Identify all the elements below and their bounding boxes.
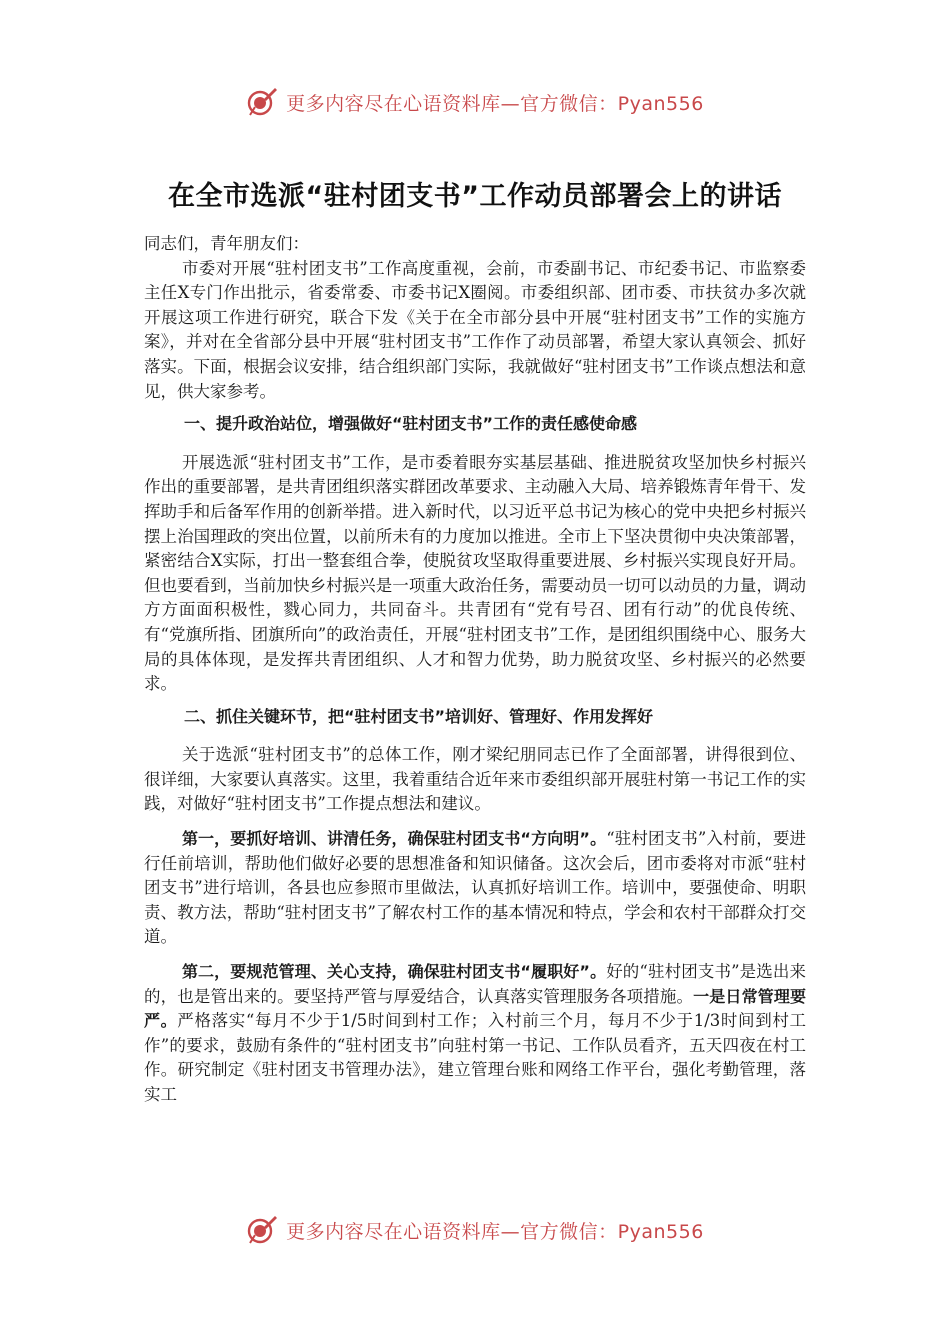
point-1-lead: 第一，要抓好培训、讲清任务，确保驻村团支书“方向明”。 — [181, 829, 607, 849]
footer-banner — [0, 1210, 950, 1250]
page-title: 在全市选派“驻村团支书”工作动员部署会上的讲话 — [168, 181, 782, 212]
banner-wechat-id: Pyan556 — [617, 1220, 704, 1243]
point-1-paragraph — [144, 827, 806, 950]
point-2-lead: 第二，要规范管理、关心支持，确保驻村团支书“履职好”。 — [181, 962, 607, 982]
banner-slogan: 更多内容尽在心语资料库—官方微信： — [286, 92, 618, 115]
banner-text — [286, 1217, 704, 1244]
pen-seal-icon — [246, 86, 278, 118]
section-1-paragraph: 开展选派“驻村团支书”工作，是市委着眼夯实基层基础、推进脱贫攻坚加快乡村振兴作出的重要部署，是共青团组织落实群团改革要求、主动融入大局、培养锻炼青年骨干、发挥助手和后备军作用的创新举措。进入新时代，以习近平总书记为核心的党中央把乡村振兴摆上治国理政的突出位置，以前所未有的力度加以推进。全市上下坚决贯彻中央决策部署，紧密结合X实际，打出一整套组合拳，使脱贫攻坚取得重要进展、乡村振兴实现良好开局。但也要看到，当前加快乡村振兴是一项重大政治任务，需要动员一切可以动员的力量，调动方方面面积极性，戮心同力，共同奋斗。共青团有“党有号召、团有行动”的优良传统、有“党旗所指、团旗所向”的政治责任，开展“驻村团支书”工作，是团组织围绕中心、服务大局的具体体现，是发挥共青团组织、人才和智力优势，助力脱贫攻坚、乡村振兴的必然要求。 — [144, 452, 806, 694]
section-heading-2: 二、抓住关键环节，把“驻村团支书”培训好、管理好、作用发挥好 — [184, 706, 654, 726]
section-2-paragraph: 关于选派“驻村团支书”的总体工作，刚才梁纪朋同志已作了全面部署，讲得很到位、很详细，大家要认真落实。这里，我着重结合近年来市委组织部开展驻村第一书记工作的实践，对做好“驻村团支书”工作提点想法和建议。 — [144, 745, 806, 814]
point-2-paragraph — [144, 960, 806, 1108]
banner-wechat-id: Pyan556 — [617, 92, 704, 115]
point-1-text: “驻村团支书”入村前，要进行任前培训，帮助他们做好必要的思想准备和知识储备。这次会后，团市委将对市派“驻村团支书”进行培训，各县也应参照市里做法，认真抓好培训工作。培训中，要强使命、明职责、教方法，帮助“驻村团支书”了解农村工作的基本情况和特点，学会和农村干部群众打交道。 — [144, 829, 806, 947]
section-heading-1: 一、提升政治站位，增强做好“驻村团支书”工作的责任感使命感 — [184, 414, 638, 434]
banner-text — [286, 89, 704, 116]
point-2-text-a: 好的“驻村团支书”是选出来的，也是管出来的。要坚持严管与厚爱结合，认真落实管理服务各项措施。 — [144, 962, 806, 1006]
banner-slogan: 更多内容尽在心语资料库—官方微信： — [286, 1220, 618, 1243]
header-banner — [0, 82, 950, 122]
point-2-text-b: 严格落实“每月不少于1/5时间到村工作；入村前三个月，每月不少于1/3时间到村工作”的要求，鼓励有条件的“驻村团支书”向驻村第一书记、工作队员看齐，五天四夜在村工作。研究制定《驻村团支书管理办法》，建立管理台账和网络工作平台，强化考勤管理，落实工 — [144, 1011, 806, 1104]
point-2-sub-lead: 一是日常管理要严。 — [144, 986, 806, 1031]
salutation: 同志们，青年朋友们： — [144, 234, 309, 253]
intro-paragraph: 市委对开展“驻村团支书”工作高度重视，会前，市委副书记、市纪委书记、市监察委主任X专门作出批示，省委常委、市委书记X圈阅。市委组织部、团市委、市扶贫办多次就开展这项工作进行研究，联合下发《关于在全市部分县中开展“驻村团支书”工作的实施方案》，并对在全省部分县中开展“驻村团支书”工作作了动员部署，希望大家认真领会、抓好落实。下面，根据会议安排，结合组织部门实际，我就做好“驻村团支书”工作谈点想法和意见，供大家参考。 — [144, 258, 806, 401]
document-body — [144, 232, 806, 1108]
pen-seal-icon — [246, 1214, 278, 1246]
